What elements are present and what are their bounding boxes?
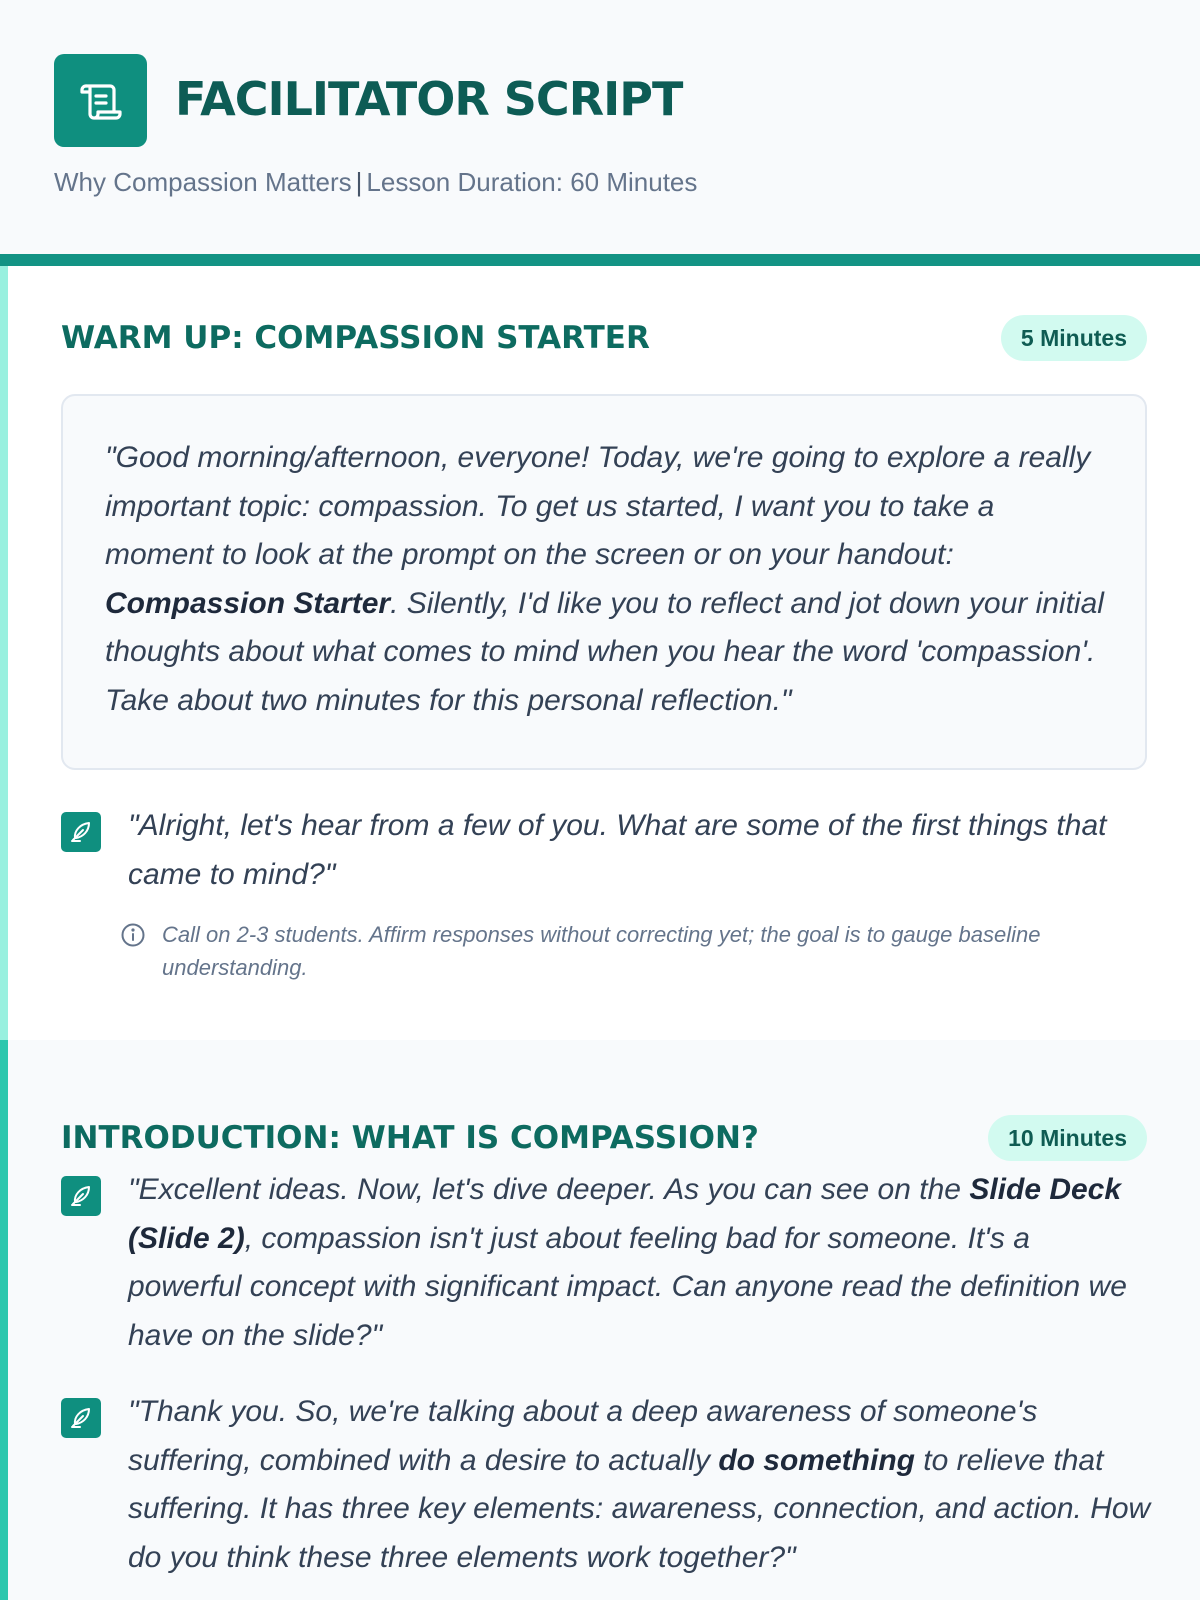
speech-text bbox=[128, 1166, 1151, 1360]
quote-emphasis: Compassion Starter bbox=[105, 586, 391, 620]
section-title: WARM UP: COMPASSION STARTER bbox=[61, 320, 650, 356]
page-title: FACILITATOR SCRIPT bbox=[175, 72, 683, 126]
speech-item bbox=[61, 802, 1151, 899]
duration-badge: 10 Minutes bbox=[988, 1115, 1147, 1161]
note-text: Call on 2-3 students. Affirm responses without correcting yet; the goal is to gauge baseline understanding. bbox=[162, 922, 1041, 980]
quote-text: . Silently, I'd like you to reflect and jot down your initial thoughts about what comes to mind when you hear the word 'compassion'. Take about two minutes for this personal reflection." bbox=[105, 586, 1104, 717]
duration-badge: 5 Minutes bbox=[1001, 315, 1147, 361]
header bbox=[0, 0, 1200, 254]
speech-emphasis: do something bbox=[718, 1443, 915, 1477]
info-icon bbox=[120, 922, 146, 948]
separator: | bbox=[355, 167, 363, 197]
script-quote-box bbox=[61, 394, 1147, 770]
quill-pen-icon bbox=[61, 1398, 101, 1438]
speech-fragment: "Thank you. So, we're talking about a deep awareness of someone's suffering, combined with a desire to actually bbox=[128, 1395, 1038, 1477]
speech-emphasis: Slide Deck (Slide 2) bbox=[128, 1173, 1122, 1255]
quote-text: "Good morning/afternoon, everyone! Today, we're going to explore a really important topic: compassion. To get us started, I want you to take a moment to look at the prompt on the screen or on your handout: bbox=[105, 441, 1091, 571]
speech-fragment: to relieve that suffering. It has three key elements: awareness, connection, and action. How do you think these three elements work together?" bbox=[128, 1443, 1151, 1574]
header-rule bbox=[0, 254, 1200, 266]
facilitator-note bbox=[120, 918, 1100, 984]
lesson-info bbox=[54, 162, 697, 202]
section-title: INTRODUCTION: WHAT IS COMPASSION? bbox=[61, 1120, 759, 1156]
speech-text: "Alright, let's hear from a few of you. What are some of the first things that came to mind?" bbox=[128, 809, 1107, 891]
speech-item bbox=[61, 1166, 1151, 1360]
speech-text bbox=[128, 1388, 1151, 1582]
script-quote bbox=[105, 434, 1111, 725]
section-warm-up bbox=[0, 266, 1200, 1040]
speech-item bbox=[61, 1388, 1151, 1582]
scroll-icon bbox=[54, 54, 147, 147]
quill-pen-icon bbox=[61, 1176, 101, 1216]
quill-pen-icon bbox=[61, 812, 101, 852]
section-accent-bar bbox=[0, 266, 8, 1040]
lesson-name: Why Compassion Matters bbox=[54, 167, 352, 197]
speech-fragment: "Excellent ideas. Now, let's dive deeper. As you can see on the bbox=[128, 1173, 970, 1206]
lesson-duration: Lesson Duration: 60 Minutes bbox=[366, 167, 698, 197]
speech-fragment: , compassion isn't just about feeling bad for someone. It's a powerful concept with significant impact. Can anyone read the definition we have on the slide?" bbox=[128, 1221, 1127, 1352]
section-accent-bar bbox=[0, 1040, 8, 1600]
section-introduction bbox=[0, 1040, 1200, 1600]
